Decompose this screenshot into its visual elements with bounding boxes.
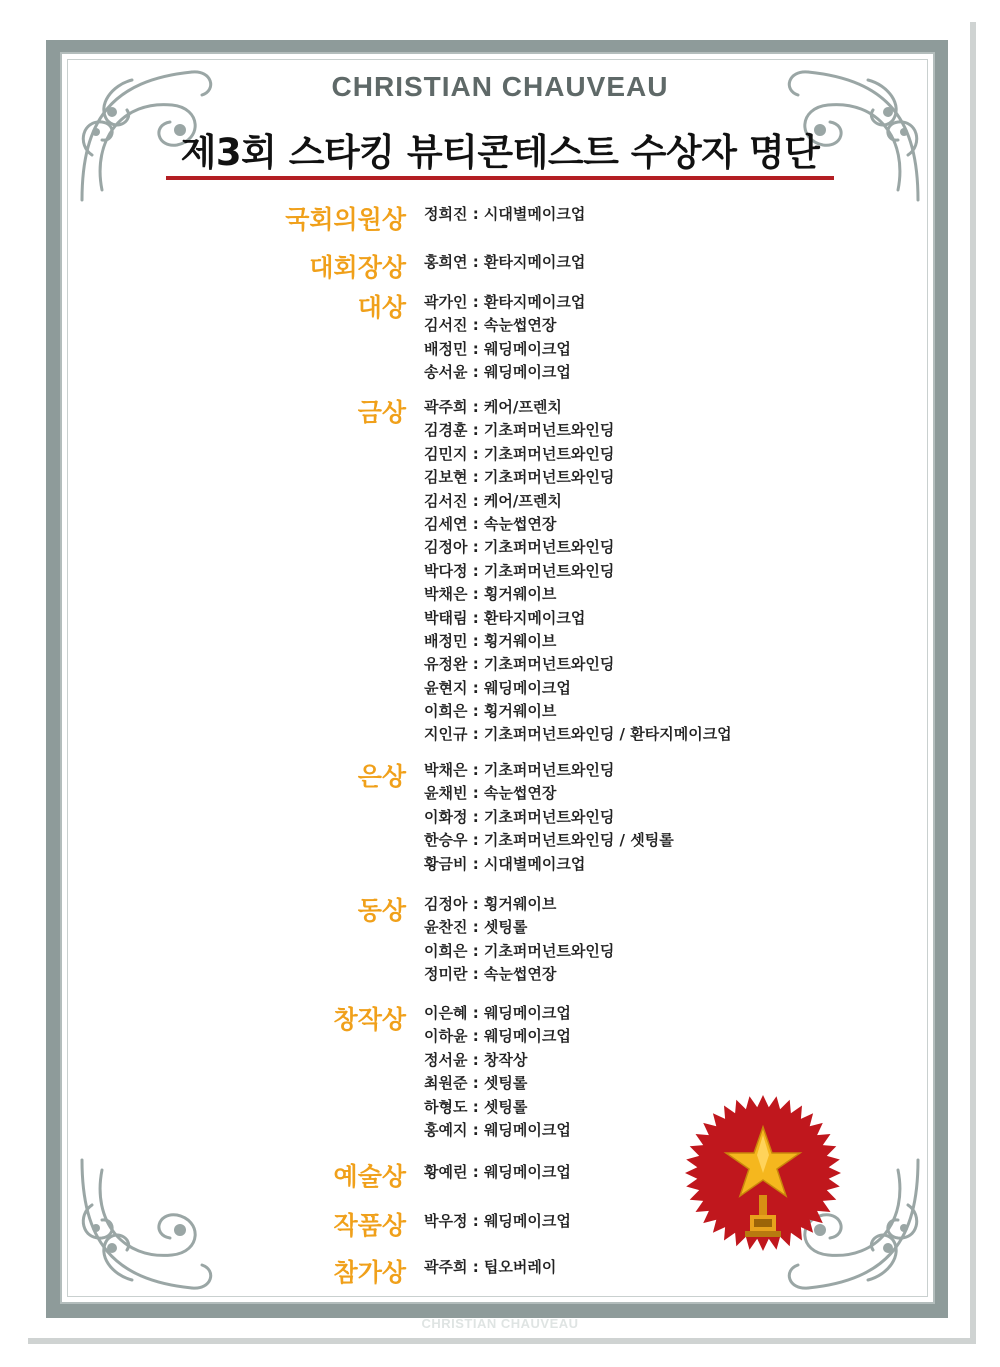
winner-item: 홍예지 : 웨딩메이크업	[424, 1120, 571, 1139]
brand-header: CHRISTIAN CHAUVEAU	[331, 71, 669, 102]
winner-item: 정희진 : 시대별메이크업	[424, 205, 586, 223]
page-title: 제3회 스타킹 뷰티콘테스트 수상자 명단	[180, 131, 820, 174]
winner-item: 박채은 : 횡거웨이브	[424, 585, 557, 604]
winner-item: 홍희연 : 환타지메이크업	[424, 253, 586, 271]
winner-item: 한승우 : 기초퍼머넌트와인딩 / 셋팅롤	[424, 831, 674, 850]
winner-list	[424, 1161, 571, 1184]
trophy-star-icon	[683, 1093, 843, 1253]
ornament-bottom-left-icon	[72, 1150, 222, 1300]
winner-item: 정서윤 : 창작상	[424, 1050, 528, 1069]
winner-list	[424, 291, 585, 385]
winner-item: 황금비 : 시대별메이크업	[424, 854, 586, 873]
winner-item: 김정아 : 기초퍼머넌트와인딩	[424, 538, 615, 557]
award-label: 금상	[357, 398, 406, 427]
winner-item: 이희은 : 횡거웨이브	[424, 702, 557, 721]
winner-item: 지인규 : 기초퍼머넌트와인딩 / 환타지메이크업	[424, 725, 732, 744]
winner-list	[424, 759, 674, 876]
winner-item: 이은혜 : 웨딩메이크업	[424, 1004, 571, 1022]
winner-item: 이하윤 : 웨딩메이크업	[424, 1027, 571, 1046]
winner-item: 윤찬진 : 셋팅롤	[424, 918, 528, 937]
award-label: 국회의원상	[285, 205, 406, 234]
winner-item: 박다정 : 기초퍼머넌트와인딩	[424, 561, 615, 580]
winner-item: 김세연 : 속눈썹연장	[424, 514, 557, 533]
winner-item: 배정민 : 횡거웨이브	[424, 631, 557, 650]
winner-item: 윤채빈 : 속눈썹연장	[424, 784, 557, 803]
winner-item: 김경훈 : 기초퍼머넌트와인딩	[424, 421, 615, 440]
winner-item: 곽주희 : 케어/프렌치	[424, 398, 562, 416]
winner-item: 박태림 : 환타지메이크업	[424, 608, 586, 627]
award-label: 예술상	[333, 1162, 406, 1191]
winner-item: 황예린 : 웨딩메이크업	[424, 1163, 571, 1181]
award-label: 은상	[357, 762, 406, 791]
award-label: 대회장상	[309, 253, 406, 282]
winner-item: 윤현지 : 웨딩메이크업	[424, 678, 571, 697]
winner-item: 김민지 : 기초퍼머넌트와인딩	[424, 444, 615, 463]
winner-item: 정미란 : 속눈썹연장	[424, 965, 557, 984]
winner-item: 유정완 : 기초퍼머넌트와인딩	[424, 655, 615, 674]
winner-list	[424, 1256, 556, 1279]
award-label: 참가상	[333, 1258, 406, 1287]
winner-item: 곽가인 : 환타지메이크업	[424, 293, 586, 311]
winner-item: 곽주희 : 팁오버레이	[424, 1258, 557, 1276]
winner-item: 박채은 : 기초퍼머넌트와인딩	[424, 761, 615, 779]
winner-item: 이희은 : 기초퍼머넌트와인딩	[424, 941, 615, 960]
winner-item: 김보현 : 기초퍼머넌트와인딩	[424, 468, 615, 487]
winner-list	[424, 893, 614, 987]
winner-item: 하형도 : 셋팅롤	[424, 1097, 528, 1116]
winner-item: 이화정 : 기초퍼머넌트와인딩	[424, 807, 615, 826]
award-label: 창작상	[333, 1005, 406, 1034]
winner-item: 최원준 : 셋팅롤	[424, 1074, 528, 1093]
winner-list	[424, 396, 732, 747]
winner-list	[424, 1210, 571, 1233]
winner-list	[424, 251, 585, 274]
winner-list	[424, 1002, 571, 1142]
winner-item: 배정민 : 웨딩메이크업	[424, 339, 571, 358]
award-label: 대상	[357, 293, 406, 322]
winner-item: 김서진 : 속눈썹연장	[424, 316, 557, 335]
winner-item: 박우정 : 웨딩메이크업	[424, 1212, 571, 1230]
award-label: 동상	[357, 896, 406, 925]
brand-footer: CHRISTIAN CHAUVEAU	[421, 1316, 579, 1331]
award-label: 작품상	[333, 1211, 406, 1240]
winner-item: 송서윤 : 웨딩메이크업	[424, 363, 571, 382]
winner-list	[424, 203, 585, 226]
winner-item: 김정아 : 횡거웨이브	[424, 895, 557, 913]
title-underline	[166, 176, 834, 180]
winner-item: 김서진 : 케어/프렌치	[424, 491, 562, 510]
